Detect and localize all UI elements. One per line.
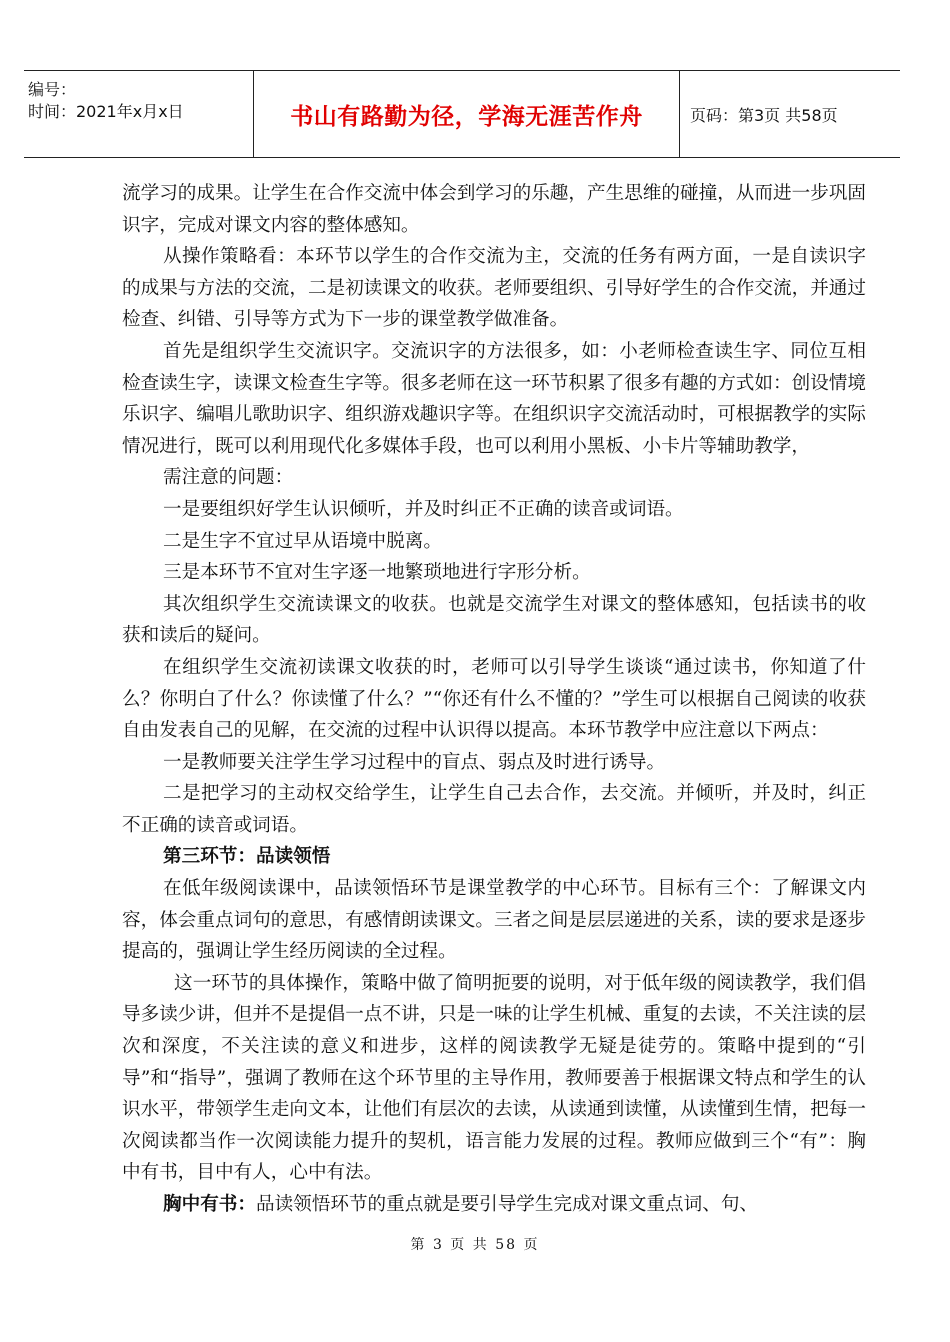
paragraph: 从操作策略看：本环节以学生的合作交流为主，交流的任务有两方面，一是自读识字的成果与方法的交流，二是初读课文的收获。老师要组织、引导好学生的合作交流，并通过检查、纠错、引导等方式为下一步的课堂教学做准备。 — [122, 246, 866, 331]
document-time-label: 时间：2021年x月x日 — [28, 102, 184, 121]
paragraph: 在低年级阅读课中，品读领悟环节是课堂教学的中心环节。目标有三个：了解课文内容，体会重点词句的意思，有感情朗读课文。三者之间是层层递进的关系，读的要求是逐步提高的，强调让学生经历阅读的全过程。 — [122, 878, 866, 963]
paragraph-lead: 胸中有书： — [163, 1194, 256, 1215]
paragraph: 这一环节的具体操作，策略中做了简明扼要的说明，对于低年级的阅读教学，我们倡导多读少讲，但并不是提倡一点不讲，只是一味的让学生机械、重复的去读，不关注读的层次和深度，不关注读的意义和进步，这样的阅读教学无疑是徒劳的。策略中提到的“引导”和“指导”，强调了教师在这个环节里的主导作用，教师要善于根据课文特点和学生的认识水平，带领学生走向文本，让他们有层次的去读，从读通到读懂，从读懂到生情，把每一次阅读都当作一次阅读能力提升的契机，语言能力发展的过程。教师应做到三个“有”：胸中有书，目中有人，心中有法。 — [122, 972, 866, 1184]
header-motto: 书山有路勤为径，学海无涯苦作舟 — [254, 71, 680, 157]
paragraph: 其次组织学生交流读课文的收获。也就是交流学生对课文的整体感知，包括读书的收获和读后的疑问。 — [122, 593, 866, 647]
paragraph: 二是生字不宜过早从语境中脱离。 — [163, 530, 442, 552]
document-header — [24, 70, 900, 158]
paragraph: 需注意的问题： — [163, 467, 294, 489]
paragraph: 一是教师要关注学生学习过程中的盲点、弱点及时进行诱导。 — [163, 751, 666, 773]
header-page-info: 页码：第3页 共58页 — [690, 105, 838, 125]
section-heading: 第三环节：品读领悟 — [163, 846, 331, 868]
paragraph: 三是本环节不宜对生字逐一地繁琐地进行字形分析。 — [163, 562, 591, 584]
document-number-label: 编号： — [28, 80, 77, 99]
paragraph: 一是要组织好学生认识倾听，并及时纠正不正确的读音或词语。 — [163, 498, 684, 520]
paragraph-text: 品读领悟环节的重点就是要引导学生完成对课文重点词、句、 — [255, 1194, 759, 1215]
paragraph: 二是把学习的主动权交给学生，让学生自己去合作，去交流。并倾听，并及时，纠正不正确的读音或词语。 — [122, 783, 866, 836]
paragraph — [122, 1189, 866, 1221]
header-meta — [24, 71, 254, 157]
paragraph: 在组织学生交流初读课文收获的时，老师可以引导学生谈谈“通过读书，你知道了什么？你明白了什么？你读懂了什么？”“你还有什么不懂的？”学生可以根据自己阅读的收获自由发表自己的见解，在交流的过程中认识得以提高。本环节教学中应注意以下两点： — [122, 656, 866, 742]
paragraph: 首先是组织学生交流识字。交流识字的方法很多，如：小老师检查读生字、同位互相检查读生字，读课文检查生字等。很多老师在这一环节积累了很多有趣的方式如：创设情境乐识字、编唱儿歌助识字、组织游戏趣识字等。在组织识字交流活动时，可根据教学的实际情况进行，既可以利用现代化多媒体手段，也可以利用小黑板、小卡片等辅助教学， — [122, 340, 866, 457]
page-footer: 第 3 页 共 58 页 — [410, 1237, 540, 1253]
document-body — [122, 178, 866, 1221]
paragraph: 流学习的成果。让学生在合作交流中体会到学习的乐趣，产生思维的碰撞，从而进一步巩固识字，完成对课文内容的整体感知。 — [122, 183, 866, 236]
